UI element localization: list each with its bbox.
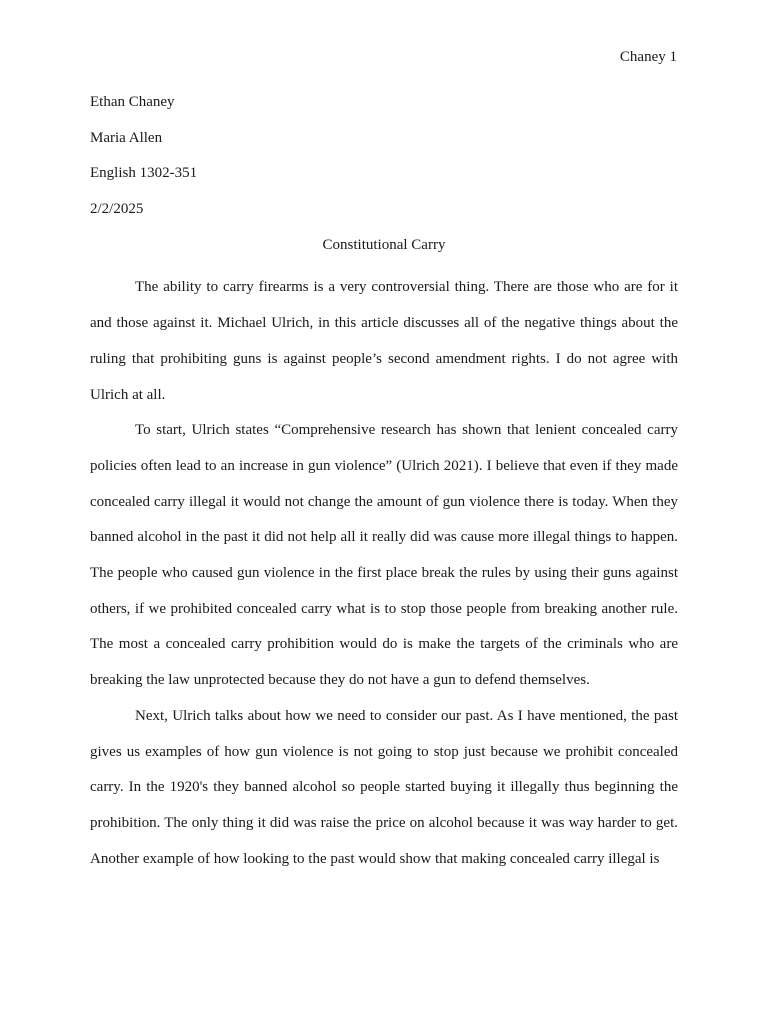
document-body: [90, 92, 678, 877]
author-name: Ethan Chaney: [90, 94, 175, 110]
document-date: 2/2/2025: [90, 201, 144, 218]
document-title: Constitutional Carry: [322, 236, 446, 253]
instructor-name: Maria Allen: [90, 129, 163, 146]
paragraph: The ability to carry firearms is a very controversial thing. There are those who are for it and those against it. Michael Ulrich, in this article discusses all of the negative things about the ruling that prohibiting guns is against people’s second amendment rights. I do not agree with Ulrich at all.: [90, 279, 678, 403]
paragraph: Next, Ulrich talks about how we need to consider our past. As I have mentioned, the past gives us examples of how gun violence is not going to stop just because we prohibit concealed carry. In the 1920's they banned alcohol so people started buying it illegally thus beginning the prohibition. The only thing it did was raise the price on alcohol because it was way harder to get. Another example of how looking to the past would show that making concealed carry illegal is: [90, 707, 678, 867]
paragraph: To start, Ulrich states “Comprehensive research has shown that lenient concealed carry policies often lead to an increase in gun violence” (Ulrich 2021). I believe that even if they made concealed carry illegal it would not change the amount of gun violence there is today. When they banned alcohol in the past it did not help all it really did was cause more illegal things to happen. The people who caused gun violence in the first place break the rules by using their guns against others, if we prohibited concealed carry what is to stop those people from breaking another rule. The most a concealed carry prohibition would do is make the targets of the criminals who are breaking the law unprotected because they do not have a gun to defend themselves.: [90, 422, 678, 689]
course-name: English 1302-351: [90, 165, 198, 182]
running-head: Chaney 1: [619, 49, 677, 65]
